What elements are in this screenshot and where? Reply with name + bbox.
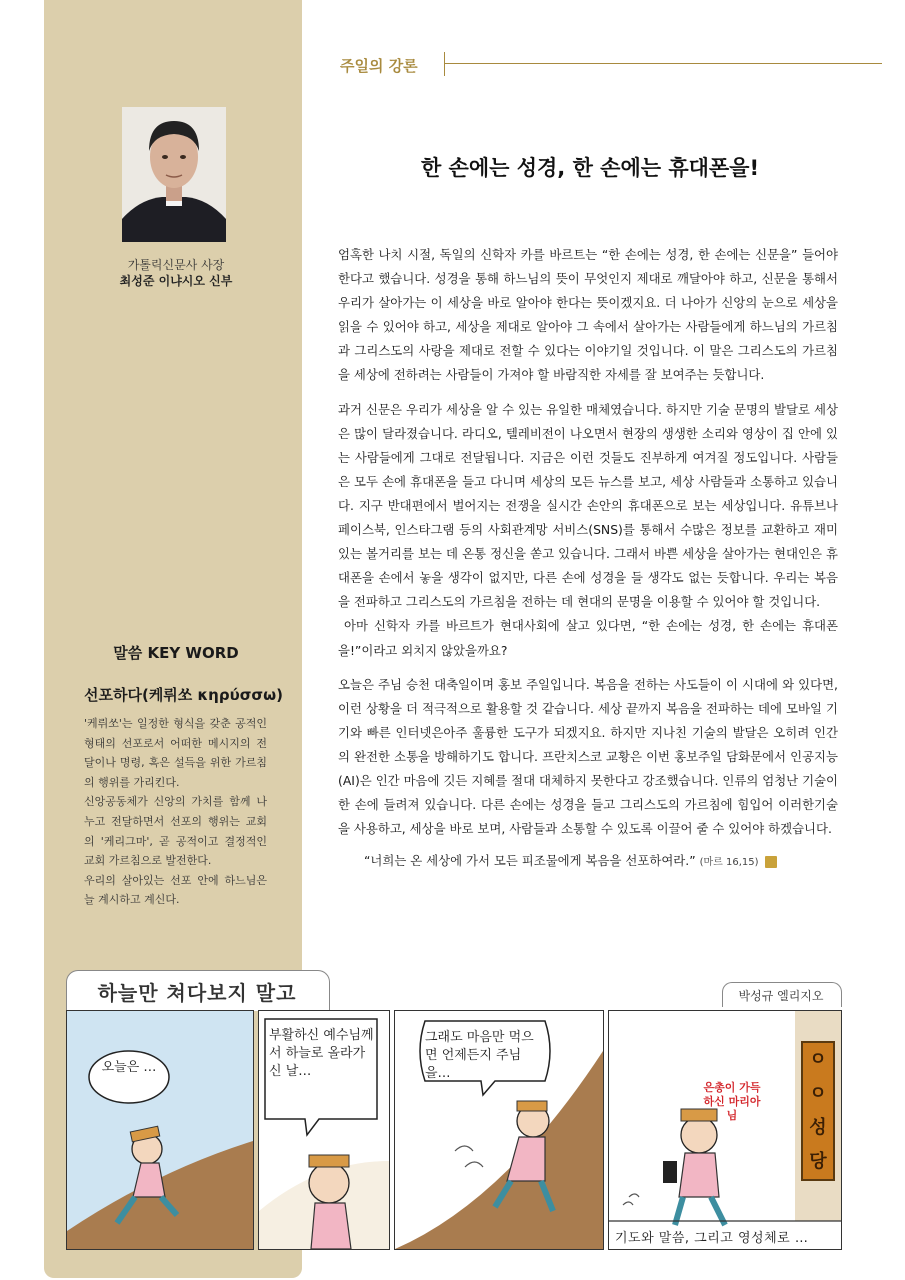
article-paragraph: 아마 신학자 카를 바르트가 현대사회에 살고 있다면, “한 손에는 성경, 한 손에는 휴대폰을!”이라고 외치지 않았을까요? [338, 618, 838, 658]
article-paragraph: 엄혹한 나치 시절, 독일의 신학자 카를 바르트는 “한 손에는 성경, 한 손에는 신문을” 들어야 한다고 했습니다. 성경을 통해 하느님의 뜻이 무엇인지 제대로 깨달아야 하고, 신문을 통해서 우리가 살아가는 이 세상을 바로 알아야 한다는 뜻이겠지요. 더 나아가 신앙의 눈으로 세상을 읽을 수 있어야 하고, 세상을 제대로 알아야 그 속에서 살아가는 사람들에게 하느님의 가르침과 그리스도의 사랑을 제대로 전할 수 있다는 이야기일 것입니다. 이 말은 그리스도의 가르침을 세상에 전하려는 사람들이 가져야 할 바람직한 자세를 잘 보여주는 듯합니다. [338, 247, 838, 383]
section-rule [444, 63, 882, 64]
end-mark-icon [765, 856, 777, 868]
panel4-prayer-text: 은총이 가득하신 마리아님 [703, 1081, 761, 1122]
author-portrait [122, 107, 226, 242]
quote-reference: (마르 16,15) [699, 857, 759, 869]
scripture-quote [338, 849, 838, 875]
author-name: 최성준 이냐시오 신부 [119, 274, 233, 288]
comic-panel-4 [608, 1010, 842, 1250]
church-sign: ㅇㅇ성당 [801, 1041, 835, 1181]
comic-author: 박성규 엘리지오 [738, 989, 824, 1003]
keyword-body [84, 714, 267, 910]
quote-text: “너희는 온 세상에 가서 모든 피조물에게 복음을 선포하여라.” [364, 853, 696, 869]
comic-title: 하늘만 쳐다보지 말고 [97, 981, 297, 1005]
article-paragraph: 오늘은 주님 승천 대축일이며 홍보 주일입니다. 복음을 전하는 사도들이 이 시대에 와 있다면, 이런 상황을 더 적극적으로 활용할 것 같습니다. 세상 끝까지 복음을 전파하는 데에 모바일 기기와 빠른 인터넷은아주 훌륭한 도구가 되겠지요. 하지만 지나친 기술의 발달은 오히려 인간의 완전한 소통을 방해하기도 합니다. 프란치스코 교황은 이번 홍보주일 담화문에서 인공지능(AI)은 인간 마음에 깃든 지혜를 절대 대체하지 못한다고 강조했습니다. 인류의 엄청난 기술이 한 손에 들려져 있습니다. 다른 손에는 성경을 들고 그리스도의 가르침에 힘입어 이러한기술을 사용하고, 세상을 바로 보며, 사람들과 소통할 수 있도록 이끌어 줄 수 있어야 하겠습니다. [338, 676, 838, 837]
panel2-speech: 부활하신 예수님께서 하늘로 올라가신 날… [269, 1028, 374, 1079]
panel3-speech: 그래도 마음만 먹으면 언제든지 주님을… [425, 1030, 534, 1081]
comic-panel-1 [66, 1010, 254, 1250]
keyword-paragraph: '케뤼쏘'는 일정한 형식을 갖춘 공적인 형태의 선포로서 어떠한 메시지의 전달이나 명령, 혹은 설득을 위한 가르침의 행위를 가리킨다. [84, 717, 267, 789]
keyword-term: 선포하다(케뤼쏘 κηρύσσω) [84, 686, 283, 704]
section-divider [444, 52, 445, 76]
headline: 한 손에는 성경, 한 손에는 휴대폰을! [420, 156, 760, 180]
comic-strip [66, 1010, 842, 1250]
comic-panel-2 [258, 1010, 390, 1250]
comic-panel-3 [394, 1010, 604, 1250]
keyword-paragraph: 신앙공동체가 신앙의 가치를 함께 나누고 전달하면서 선포의 행위는 교회의 '케리그마', 곧 공적이고 결정적인 교회 가르침으로 발전한다. [84, 795, 267, 868]
author-role: 가톨릭신문사 사장 [127, 258, 225, 272]
article-body [338, 243, 838, 875]
keyword-heading: 말씀 KEY WORD [113, 644, 239, 662]
panel4-caption: 기도와 말씀, 그리고 영성체로 … [615, 1231, 809, 1246]
section-tag: 주일의 강론 [340, 57, 418, 75]
article-paragraph: 과거 신문은 우리가 세상을 알 수 있는 유일한 매체였습니다. 하지만 기술 문명의 발달로 세상은 많이 달라졌습니다. 라디오, 텔레비전이 나오면서 현장의 생생한 소리와 영상이 집 안에 있는 사람들에게 그대로 전달됩니다. 지금은 이런 것들도 진부하게 여겨질 정도입니다. 사람들은 모두 손에 휴대폰을 들고 다니며 세상의 모든 뉴스를 보고, 세상 사람들과 소통하고 있습니다. 지구 반대편에서 벌어지는 전쟁을 실시간 손안의 휴대폰으로 보는 세상입니다. 유튜브나 페이스북, 인스타그램 등의 사회관계망 서비스(SNS)를 통해서 수많은 정보를 교환하고 재미있는 볼거리를 보는 데 온통 정신을 쏟고 있습니다. 그래서 바쁜 세상을 살아가는 현대인은 휴대폰을 손에서 놓을 생각이 없지만, 다른 손에 성경을 들 생각도 없는 듯합니다. 우리는 복음을 전파하고 그리스도의 가르침을 전하는 데 현대의 문명을 이용할 수 있어야 할 것입니다. [338, 401, 838, 610]
keyword-paragraph: 우리의 살아있는 선포 안에 하느님은 늘 계시하고 계신다. [84, 873, 267, 907]
panel1-speech: 오늘은 … [101, 1060, 157, 1075]
